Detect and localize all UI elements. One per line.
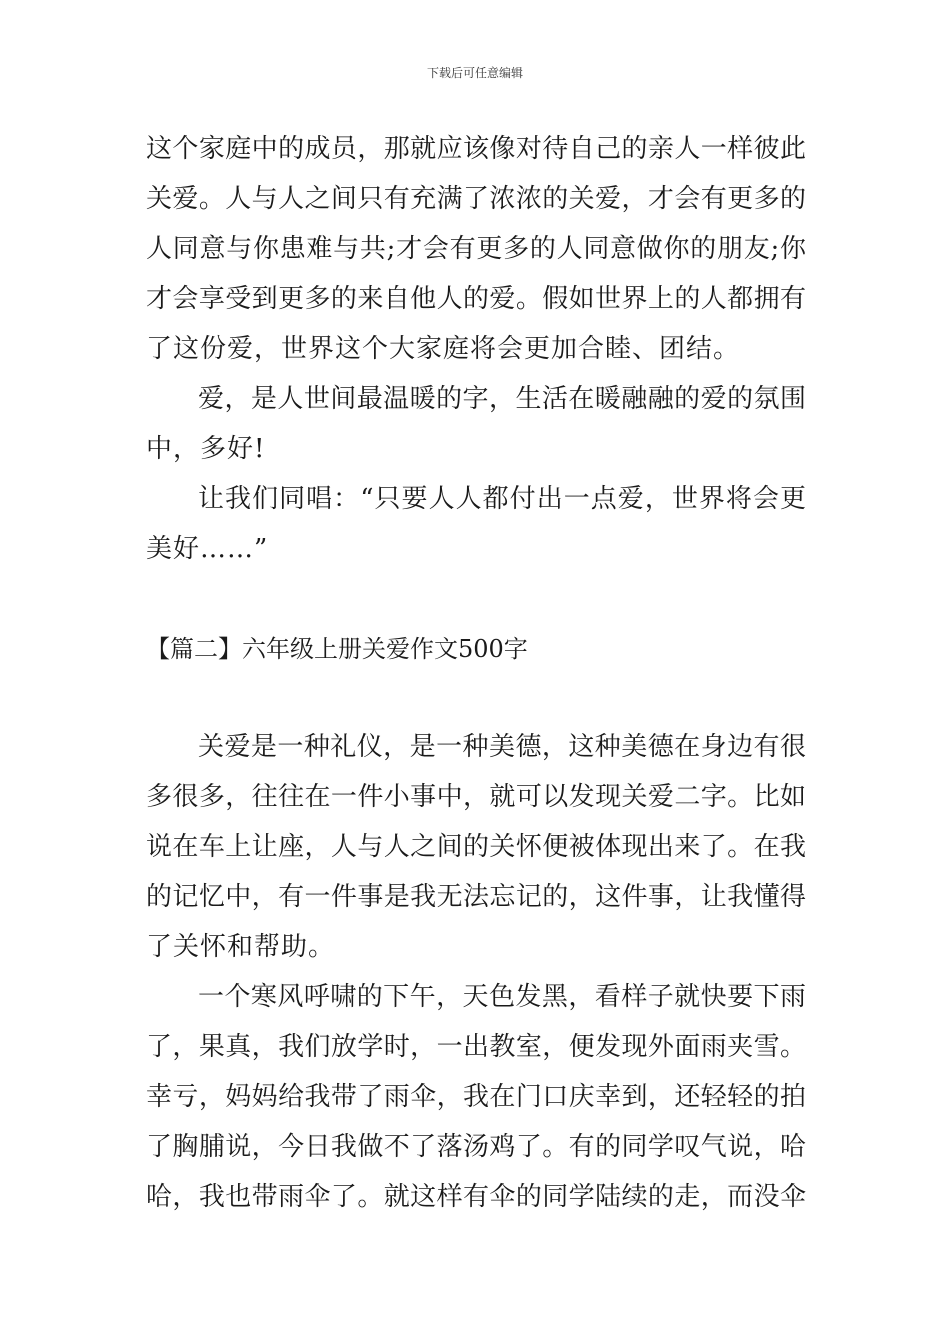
paragraph-line: 人同意与你患难与共;才会有更多的人同意做你的朋友;你 (146, 234, 806, 264)
page-header: 下载后可任意编辑 (426, 66, 523, 80)
section-heading: 【篇二】六年级上册关爱作文500字 (146, 635, 528, 663)
paragraph-line: 才会享受到更多的来自他人的爱。假如世界上的人都拥有 (146, 284, 806, 314)
paragraph-line: 爱，是人世间最温暖的字，生活在暖融融的爱的氛围 (198, 384, 806, 414)
paragraph-line: 说在车上让座，人与人之间的关怀便被体现出来了。在我 (146, 832, 806, 862)
paragraph-line: 关爱是一种礼仪，是一种美德，这种美德在身边有很 (198, 732, 806, 762)
paragraph-line: 这个家庭中的成员，那就应该像对待自己的亲人一样彼此 (146, 134, 806, 164)
paragraph-line: 幸亏，妈妈给我带了雨伞，我在门口庆幸到，还轻轻的拍 (146, 1082, 806, 1112)
paragraph-line: 了这份爱，世界这个大家庭将会更加合睦、团结。 (146, 334, 741, 364)
paragraph-line: 让我们同唱：“只要人人都付出一点爱，世界将会更 (198, 484, 806, 514)
paragraph-line: 的记忆中，有一件事是我无法忘记的，这件事，让我懂得 (146, 882, 806, 912)
paragraph-line: 了胸脯说，今日我做不了落汤鸡了。有的同学叹气说，哈 (146, 1132, 806, 1162)
paragraph-line: 中，多好! (146, 434, 266, 464)
paragraph-line: 了，果真，我们放学时，一出教室，便发现外面雨夹雪。 (146, 1032, 806, 1062)
paragraph-line: 了关怀和帮助。 (146, 932, 336, 962)
paragraph-line: 一个寒风呼啸的下午，天色发黑，看样子就快要下雨 (198, 982, 806, 1012)
paragraph-line: 关爱。人与人之间只有充满了浓浓的关爱，才会有更多的 (146, 184, 806, 214)
paragraph-line: 哈，我也带雨伞了。就这样有伞的同学陆续的走，而没伞 (146, 1182, 806, 1212)
paragraph-line: 美好……” (146, 534, 269, 564)
paragraph-line: 多很多，往往在一件小事中，就可以发现关爱二字。比如 (146, 782, 806, 812)
